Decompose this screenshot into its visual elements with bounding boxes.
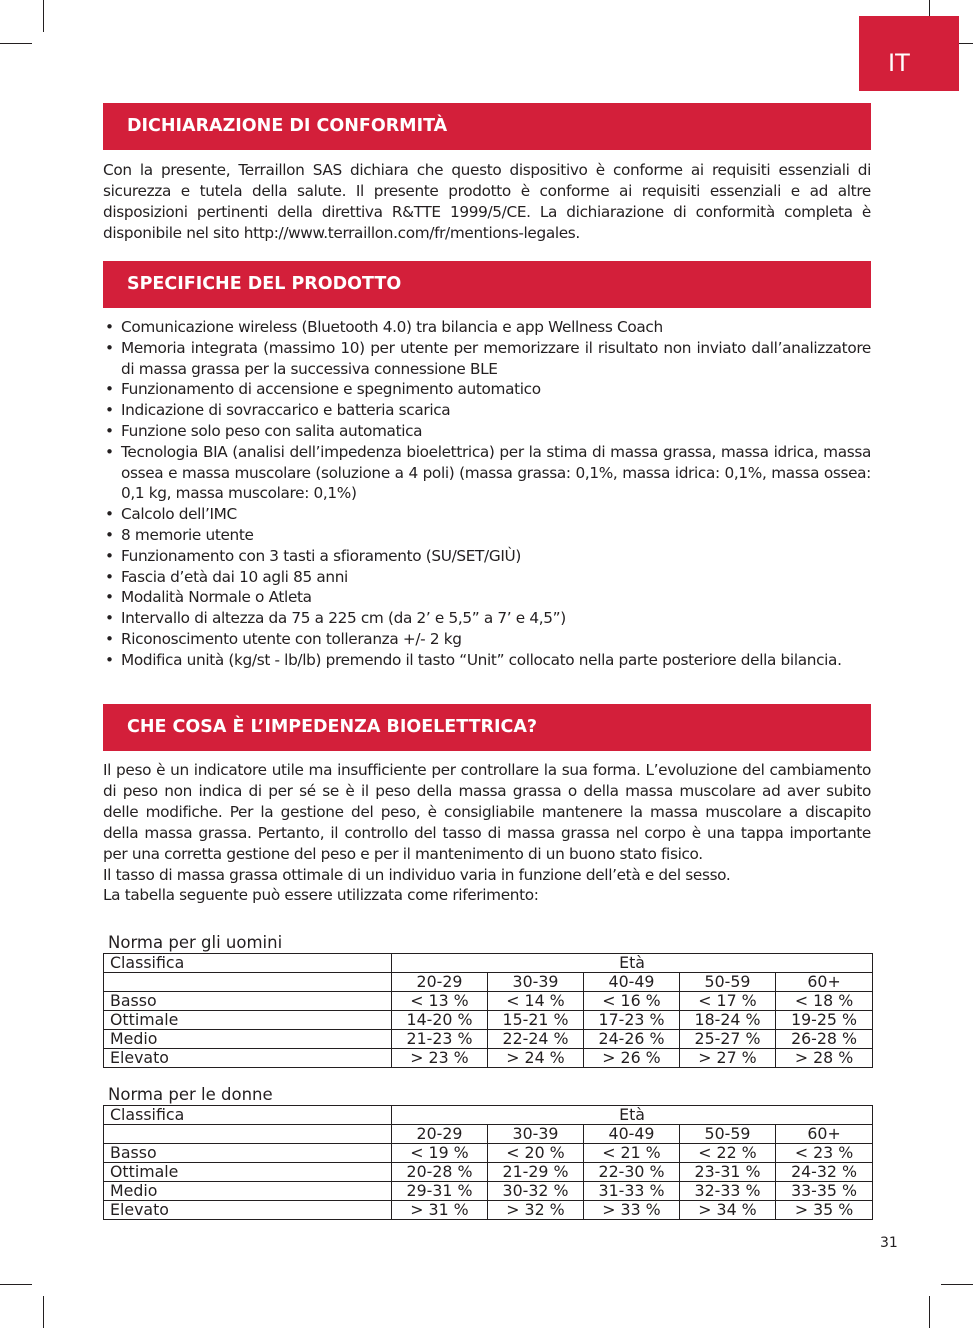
bia-paragraph: La tabella seguente può essere utilizzata come riferimento: [103,886,539,905]
table-cell: 19-25 % [776,1011,873,1030]
list-item: • 8 memorie utente [103,525,871,546]
table-cell: 31-33 % [584,1182,680,1201]
table-cell: 50-59 [680,973,776,992]
table-cell: 33-35 % [776,1182,873,1201]
table-cell: 15-21 % [488,1011,584,1030]
table-age-row [104,973,873,992]
table-cell: 32-33 % [680,1182,776,1201]
table-caption-women: Norma per le donne [108,1085,273,1104]
table-header-cell: Classifica [104,1106,392,1125]
table-row [104,1182,873,1201]
table-cell: < 17 % [680,992,776,1011]
table-header-cell: Classifica [104,954,392,973]
table-row-label: Ottimale [104,1163,392,1182]
crop-mark [43,0,44,32]
table-cell: < 23 % [776,1144,873,1163]
table-cell: 40-49 [584,1125,680,1144]
language-tab: IT [859,16,959,91]
table-cell: < 21 % [584,1144,680,1163]
table-cell: < 22 % [680,1144,776,1163]
table-header-cell: Età [392,954,873,973]
table-cell: 22-30 % [584,1163,680,1182]
list-item: • Riconoscimento utente con tolleranza +/- 2 kg [103,629,871,650]
list-item: • Funzionamento di accensione e spegnimento automatico [103,379,871,400]
table-cell: 30-39 [488,973,584,992]
section-header-bia: CHE COSA È L’IMPEDENZA BIOELETTRICA? [103,704,871,751]
table-cell: 50-59 [680,1125,776,1144]
table-cell: > 24 % [488,1049,584,1068]
list-item: • Indicazione di sovraccarico e batteria scarica [103,400,871,421]
table-cell: > 31 % [392,1201,488,1220]
table-cell: < 16 % [584,992,680,1011]
table-header-row [104,1106,873,1125]
crop-mark [43,1296,44,1328]
bia-text [103,760,871,906]
table-cell: 20-28 % [392,1163,488,1182]
table-cell: 25-27 % [680,1030,776,1049]
table-cell: 40-49 [584,973,680,992]
table-cell: 26-28 % [776,1030,873,1049]
table-cell: < 20 % [488,1144,584,1163]
table-cell: 22-24 % [488,1030,584,1049]
table-cell: > 35 % [776,1201,873,1220]
table-cell: 24-32 % [776,1163,873,1182]
table-cell: 21-23 % [392,1030,488,1049]
table-row-label: Medio [104,1030,392,1049]
table-cell: > 23 % [392,1049,488,1068]
table-row [104,1163,873,1182]
table-cell: 17-23 % [584,1011,680,1030]
table-cell: 20-29 [392,973,488,992]
section-header-specs: SPECIFICHE DEL PRODOTTO [103,261,871,308]
table-header-cell: Età [392,1106,873,1125]
table-row [104,1030,873,1049]
table-cell: 23-31 % [680,1163,776,1182]
table-row-label: Elevato [104,1049,392,1068]
list-item: • Funzione solo peso con salita automatica [103,421,871,442]
table-row [104,1201,873,1220]
table-cell: 30-39 [488,1125,584,1144]
table-cell: 21-29 % [488,1163,584,1182]
table-cell: 60+ [776,973,873,992]
conformity-paragraph: Con la presente, Terraillon SAS dichiara che questo dispositivo è conforme ai requisiti essenziali di sicurezza e tutela della salute. Il presente prodotto è conforme ai requisiti essenziali e ad altre disposizioni pertinenti della direttiva R&TTE 1999/5/CE. La dichiarazione di conformità completa è disponibile nel sito http://www.terraillon.com/fr/mentions-legales. [103,161,871,242]
bia-paragraph: Il tasso di massa grassa ottimale di un individuo varia in funzione dell’età e del sesso. [103,865,731,884]
list-item: • Intervallo di altezza da 75 a 225 cm (da 2’ e 5,5” a 7’ e 4,5”) [103,608,871,629]
list-item: • Comunicazione wireless (Bluetooth 4.0) tra bilancia e app Wellness Coach [103,317,871,338]
table-cell: > 26 % [584,1049,680,1068]
crop-mark [929,1296,930,1328]
table-cell: < 13 % [392,992,488,1011]
list-item: • Modifica unità (kg/st - lb/lb) premendo il tasto “Unit” collocato nella parte posteriore della bilancia. [103,650,871,671]
table-row [104,1144,873,1163]
list-item: • Memoria integrata (massimo 10) per utente per memorizzare il risultato non inviato dall’analizzatore di massa grassa per la successiva connessione BLE [103,338,871,380]
table-cell [104,1125,392,1144]
table-cell: < 14 % [488,992,584,1011]
table-row-label: Elevato [104,1201,392,1220]
table-cell: 60+ [776,1125,873,1144]
table-row-label: Basso [104,1144,392,1163]
specs-list [103,317,871,671]
table-age-row [104,1125,873,1144]
crop-mark [0,1284,32,1285]
table-cell: 18-24 % [680,1011,776,1030]
table-row [104,992,873,1011]
table-cell: 20-29 [392,1125,488,1144]
table-header-row [104,954,873,973]
table-cell: > 28 % [776,1049,873,1068]
table-cell: 14-20 % [392,1011,488,1030]
table-row [104,1011,873,1030]
conformity-text [103,160,871,244]
table-cell: > 33 % [584,1201,680,1220]
table-cell: > 32 % [488,1201,584,1220]
list-item: • Funzionamento con 3 tasti a sfioramento (SU/SET/GIÙ) [103,546,871,567]
table-cell: > 34 % [680,1201,776,1220]
table-cell: 29-31 % [392,1182,488,1201]
table-cell: 24-26 % [584,1030,680,1049]
table-cell: < 19 % [392,1144,488,1163]
table-row-label: Ottimale [104,1011,392,1030]
list-item: • Fascia d’età dai 10 agli 85 anni [103,567,871,588]
list-item: • Tecnologia BIA (analisi dell’impedenza bioelettrica) per la stima di massa grassa, massa idrica, massa ossea e massa muscolare (soluzione a 4 poli) (massa grassa: 0,1%, massa idrica: 0,1%, massa ossea: 0,1 kg, massa muscolare: 0,1%) [103,442,871,504]
table-cell [104,973,392,992]
list-item: • Modalità Normale o Atleta [103,587,871,608]
table-cell: > 27 % [680,1049,776,1068]
list-item: • Calcolo dell’IMC [103,504,871,525]
table-cell: 30-32 % [488,1182,584,1201]
men-norm-table [103,953,873,1068]
bia-paragraph: Il peso è un indicatore utile ma insufficiente per controllare la sua forma. L’evoluzione del cambiamento di peso non indica di per sé se è il peso della massa grassa o della massa muscolare ad aver subito delle modifiche. Per la gestione del peso, è consigliabile mantenere la massa muscolare a discapito della massa grassa. Pertanto, il controllo del tasso di massa grassa nel corpo è una tappa importante per una corretta gestione del peso e per il mantenimento di un buono stato fisico. [103,761,871,863]
page-number: 31 [880,1235,898,1251]
crop-mark [0,43,32,44]
table-row-label: Basso [104,992,392,1011]
women-norm-table [103,1105,873,1220]
table-row-label: Medio [104,1182,392,1201]
table-row [104,1049,873,1068]
table-cell: < 18 % [776,992,873,1011]
crop-mark [941,1284,973,1285]
section-header-conformity: DICHIARAZIONE DI CONFORMITÀ [103,103,871,150]
table-caption-men: Norma per gli uomini [108,933,283,952]
